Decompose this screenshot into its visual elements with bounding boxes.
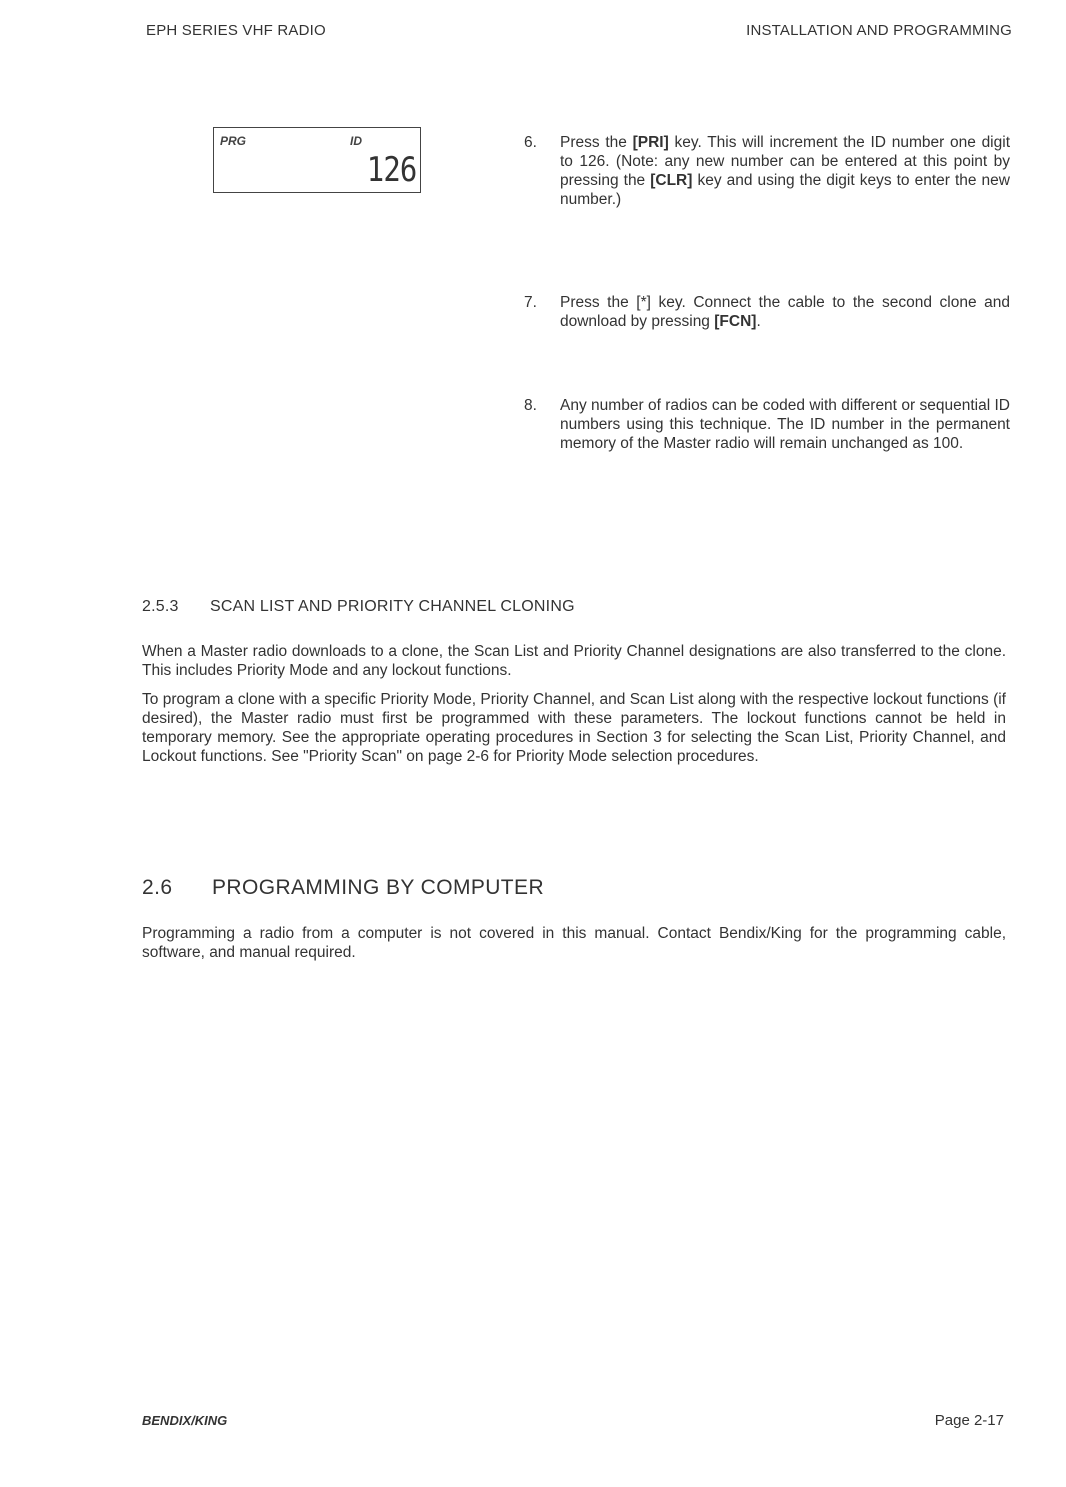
section-title: SCAN LIST AND PRIORITY CHANNEL CLONING bbox=[210, 598, 575, 615]
lcd-prg-label: PRG bbox=[220, 134, 247, 148]
section-title: PROGRAMMING BY COMPUTER bbox=[212, 876, 545, 899]
step-text: Any number of radios can be coded with different or sequential ID numbers using this technique. The ID number in the permanent memory of the Master radio will remain unchanged as 100. bbox=[560, 397, 1010, 452]
lcd-display bbox=[213, 127, 421, 193]
step-text: Press the [PRI] key. This will increment the ID number one digit to 126. (Note: any new number can be entered at this point by pressing the [CLR] key and using the digit keys to enter the new number.) bbox=[560, 134, 1011, 208]
step-number: 8. bbox=[524, 397, 537, 414]
section-number: 2.6 bbox=[142, 876, 173, 899]
page-number: Page 2-17 bbox=[934, 1412, 1004, 1429]
step-6 bbox=[524, 133, 1010, 209]
step-7 bbox=[524, 293, 1010, 331]
paragraph: Programming a radio from a computer is not covered in this manual. Contact Bendix/King for the programming cable, software, and manual required. bbox=[142, 925, 1006, 961]
section-heading-2-6 bbox=[142, 876, 544, 900]
paragraph: To program a clone with a specific Priority Mode, Priority Channel, and Scan List along with the respective lockout functions (if desired), the Master radio must first be programmed with these parameters. The lockout functions cannot be held in temporary memory. See the appropriate operating procedures in Section 3 for selecting the Scan List, Priority Channel, and Lockout functions. See "Priority Scan" on page 2-6 for Priority Mode selection procedures. bbox=[142, 691, 1006, 765]
section-number: 2.5.3 bbox=[142, 598, 179, 615]
step-8 bbox=[524, 396, 1010, 453]
lcd-id-label: ID bbox=[350, 134, 362, 148]
step-number: 6. bbox=[524, 134, 537, 151]
step-text: Press the [*] key. Connect the cable to the second clone and download by pressing [FCN]. bbox=[560, 294, 1010, 330]
paragraph: When a Master radio downloads to a clone, the Scan List and Priority Channel designations are also transferred to the clone. This includes Priority Mode and any lockout functions. bbox=[142, 643, 1006, 679]
header-right: INSTALLATION AND PROGRAMMING bbox=[746, 22, 1012, 39]
section-heading-2-5-3 bbox=[142, 598, 575, 616]
footer-brand: BENDIX/KING bbox=[142, 1413, 228, 1428]
step-number: 7. bbox=[524, 294, 537, 311]
lcd-id-value: 126 bbox=[366, 150, 416, 190]
header-left: EPH SERIES VHF RADIO bbox=[146, 22, 326, 39]
